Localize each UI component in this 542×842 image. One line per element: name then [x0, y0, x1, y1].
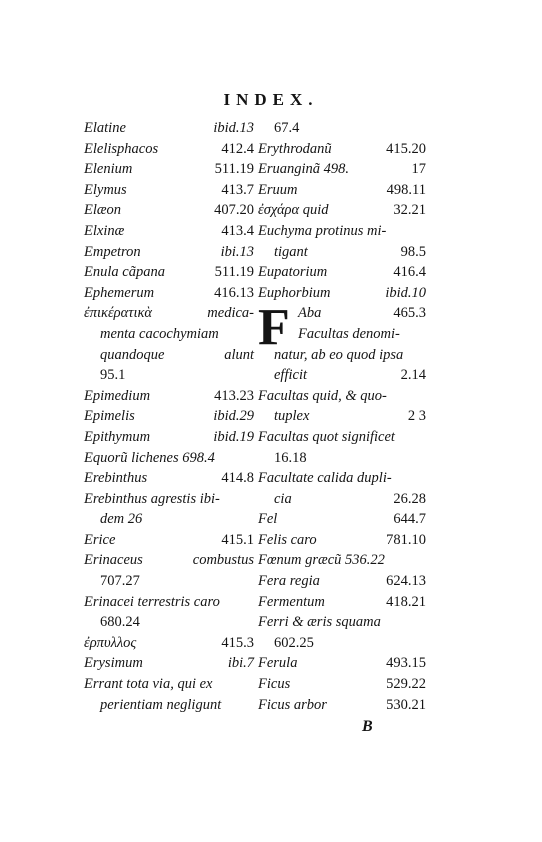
index-term: Erebinthus agrestis ibi-	[84, 490, 220, 507]
index-reference: 2 3	[407, 408, 426, 425]
index-term: Enula cãpana	[84, 264, 165, 281]
index-term: Ephemerum	[84, 284, 155, 301]
page-title: INDEX.	[223, 90, 319, 109]
index-term: Epithymum	[84, 428, 151, 445]
index-entry	[258, 427, 426, 448]
index-entry	[258, 180, 426, 201]
index-entry	[258, 592, 426, 613]
index-reference: medica-	[207, 305, 254, 322]
index-term: Erinaceus	[84, 552, 143, 569]
index-term: Elæon	[84, 202, 122, 219]
index-entry	[258, 139, 426, 160]
index-entry	[258, 612, 426, 633]
index-reference: 530.21	[386, 696, 426, 713]
index-reference: 26.28	[393, 490, 426, 507]
index-reference: 413.23	[214, 387, 254, 404]
index-term: efficit	[274, 367, 308, 384]
index-term: Erysimum	[84, 655, 143, 672]
index-reference: ibid.13	[213, 120, 254, 136]
index-entry	[258, 674, 426, 695]
index-entry	[84, 365, 254, 386]
index-term: dem 26	[100, 511, 143, 528]
index-entry	[84, 695, 254, 716]
index-term: 680.24	[100, 614, 140, 631]
index-entry	[258, 571, 426, 592]
index-term: Eruanginã 498.	[258, 161, 350, 178]
index-term: Elelisphacos	[84, 140, 159, 157]
index-entry	[258, 159, 426, 180]
index-entry	[258, 653, 426, 674]
catchword: B	[362, 718, 373, 735]
index-reference: 465.3	[393, 305, 426, 322]
index-entry	[258, 118, 426, 139]
index-term: Facultas quot significet	[258, 428, 395, 445]
index-reference: 98.5	[400, 243, 426, 260]
index-entry	[84, 653, 254, 674]
index-entry	[84, 242, 254, 263]
index-term: Eupatorium	[258, 264, 328, 281]
index-term: Facultas denomi-	[298, 325, 400, 342]
index-term: Aba	[298, 305, 322, 322]
index-reference: 414.8	[221, 470, 254, 487]
index-term: Fermentum	[258, 593, 325, 610]
index-reference: 511.19	[214, 264, 254, 281]
index-entry	[84, 571, 254, 592]
index-term: Ficus arbor	[258, 696, 327, 713]
index-entry	[84, 489, 254, 510]
index-term: Ferula	[258, 655, 298, 672]
index-reference: 412.4	[221, 140, 254, 157]
index-term: Elatine	[84, 120, 126, 136]
index-term: Epimedium	[84, 387, 151, 404]
index-term: Ferri & æris squama	[258, 614, 381, 631]
index-reference: 418.21	[386, 593, 426, 610]
index-entry	[84, 592, 254, 613]
index-reference: ibid.10	[385, 284, 426, 301]
index-entry	[258, 468, 426, 489]
index-entry	[84, 386, 254, 407]
index-term: tuplex	[274, 408, 310, 425]
index-reference: ibid.29	[213, 408, 254, 425]
index-entry	[258, 695, 426, 716]
index-entry	[84, 159, 254, 180]
index-reference: 529.22	[386, 676, 426, 693]
drop-cap: F	[258, 299, 290, 356]
index-term: menta cacochymiam	[100, 325, 219, 342]
index-entry	[258, 242, 426, 263]
index-term: Errant tota via, qui ex	[84, 676, 213, 693]
index-entry	[84, 324, 254, 345]
index-reference: 413.7	[221, 181, 254, 198]
index-reference: 624.13	[386, 573, 426, 590]
index-entry	[258, 262, 426, 283]
index-term: ἐπικέρατικὰ	[84, 305, 153, 322]
index-entry	[258, 221, 426, 242]
index-term: 95.1	[100, 367, 126, 384]
index-reference: ibid.19	[213, 428, 254, 445]
index-entry	[84, 406, 254, 427]
index-term: 602.25	[274, 634, 314, 651]
index-reference: alunt	[224, 346, 254, 363]
index-reference: 511.19	[214, 161, 254, 178]
index-term: Empetron	[84, 243, 141, 260]
index-entry	[84, 468, 254, 489]
index-term: tigant	[274, 243, 308, 260]
index-entry	[258, 200, 426, 221]
index-entry	[84, 200, 254, 221]
index-entry	[258, 489, 426, 510]
index-entry	[84, 283, 254, 304]
index-term: Facultate calida dupli-	[258, 470, 392, 487]
index-entry	[84, 633, 254, 654]
index-term: 67.4	[274, 120, 300, 136]
index-reference: 407.20	[214, 202, 254, 219]
index-term: Erebinthus	[84, 470, 148, 487]
index-reference: 644.7	[393, 511, 426, 528]
index-entry	[84, 448, 254, 469]
index-entry	[258, 386, 426, 407]
index-term: Elymus	[84, 181, 127, 198]
index-entry	[84, 221, 254, 242]
index-entry	[258, 448, 426, 469]
index-reference: 415.3	[221, 634, 254, 651]
index-term: Equorũ lichenes 698.4	[84, 449, 215, 466]
index-term: Erythrodanũ	[258, 140, 332, 157]
index-entry	[258, 633, 426, 654]
index-entry	[258, 530, 426, 551]
index-entry	[84, 509, 254, 530]
index-term: Elenium	[84, 161, 133, 178]
index-term: Facultas quid, & quo-	[258, 387, 387, 404]
index-term: perientiam negligunt	[100, 696, 222, 713]
index-term: Fœnum græcũ 536.22	[258, 552, 385, 569]
index-reference: 415.1	[221, 531, 254, 548]
index-term: natur, ab eo quod ipsa	[274, 346, 404, 363]
index-term: Euphorbium	[258, 284, 331, 301]
index-reference: 415.20	[386, 140, 426, 157]
index-entry	[84, 427, 254, 448]
index-reference: 416.4	[393, 264, 426, 281]
index-entry	[84, 180, 254, 201]
index-term: ἐρπυλλος	[84, 634, 137, 651]
index-reference: ibi.13	[220, 243, 254, 260]
index-reference: 493.15	[386, 655, 426, 672]
index-term: Fera regia	[258, 573, 320, 590]
index-reference: 416.13	[214, 284, 254, 301]
index-entry	[258, 406, 426, 427]
index-reference: ibi.7	[227, 655, 254, 672]
index-entry	[84, 530, 254, 551]
index-entry	[84, 345, 254, 366]
index-entry	[84, 612, 254, 633]
index-term: Fel	[258, 511, 278, 528]
index-entry	[258, 550, 426, 571]
index-entry	[258, 509, 426, 530]
index-entry	[84, 262, 254, 283]
index-entry	[84, 550, 254, 571]
index-reference: 781.10	[386, 531, 426, 548]
index-term: Erice	[84, 531, 116, 548]
index-term: quandoque	[100, 346, 165, 363]
index-term: 707.27	[100, 573, 140, 590]
index-term: Epimelis	[84, 408, 135, 425]
index-reference: 2.14	[400, 367, 426, 384]
index-term: Ficus	[258, 676, 291, 693]
index-term: Erinacei terrestris caro	[84, 593, 220, 610]
index-reference: 413.4	[221, 222, 254, 239]
index-reference: 498.11	[386, 181, 426, 198]
index-entry	[84, 118, 254, 139]
index-reference: combustus	[192, 552, 254, 569]
index-column-left	[84, 118, 254, 715]
index-column-right	[258, 118, 426, 715]
index-term: Eruum	[258, 181, 298, 198]
index-term: 16.18	[274, 449, 307, 466]
index-term: Elxinæ	[84, 222, 125, 239]
index-term: Felis caro	[258, 531, 317, 548]
index-entry	[84, 139, 254, 160]
index-term: cia	[274, 490, 292, 507]
index-term: ἐσχάρα quid	[258, 202, 329, 219]
index-term: Euchyma protinus mi-	[258, 222, 387, 239]
index-entry	[84, 674, 254, 695]
index-entry	[258, 365, 426, 386]
index-reference: 17	[411, 161, 426, 178]
index-entry	[84, 303, 254, 324]
index-reference: 32.21	[393, 202, 426, 219]
